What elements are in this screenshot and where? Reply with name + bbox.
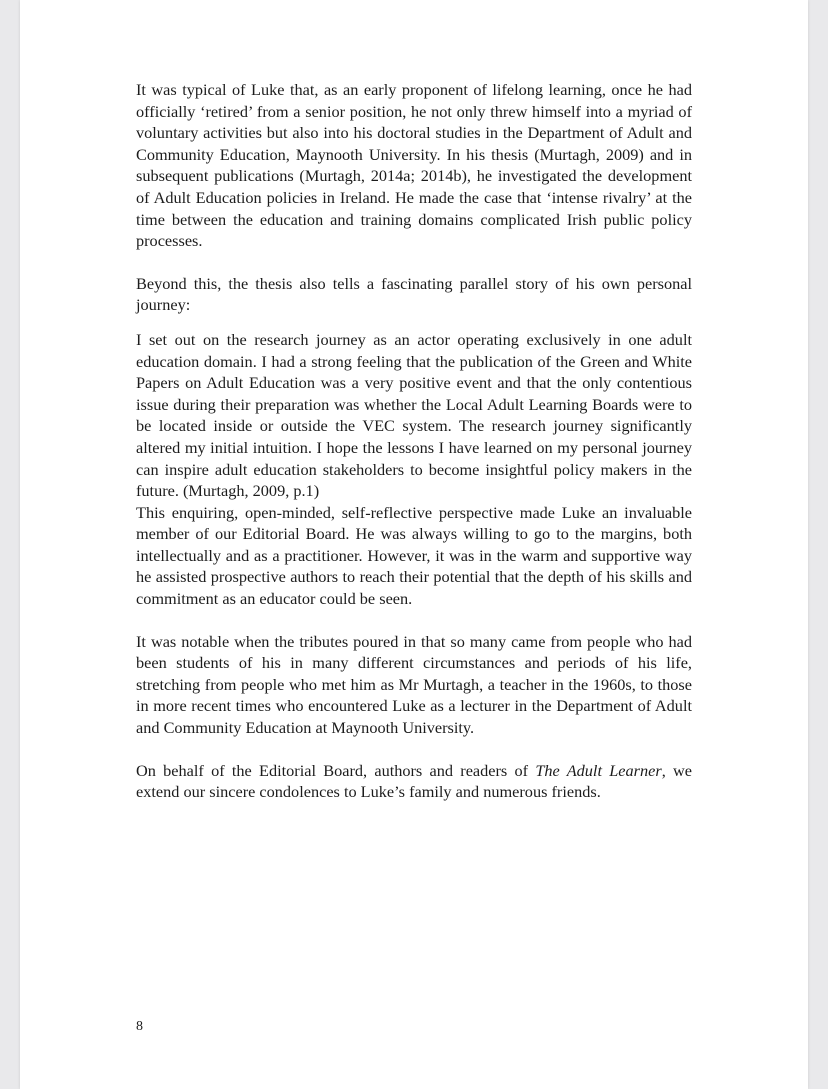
page-body	[136, 79, 692, 803]
page-number: 8	[136, 1019, 143, 1034]
paragraph-1: It was typical of Luke that, as an early proponent of lifelong learning, once he had officially ‘retired’ from a senior position, he not only threw himself into a myriad of voluntary activities but also into his doctoral studies in the Department of Adult and Community Education, Maynooth University. In his thesis (Murtagh, 2009) and in subsequent publications (Murtagh, 2014a; 2014b), he investigated the development of Adult Education policies in Ireland. He made the case that ‘intense rivalry’ at the time between the education and training domains complicated Irish public policy processes.	[136, 80, 692, 251]
block-quote: I set out on the research journey as an actor operating exclusively in one adult education domain. I had a strong feeling that the publication of the Green and White Papers on Adult Education was a very positive event and that the only contentious issue during their preparation was whether the Local Adult Learning Boards were to be located inside or outside the VEC system. The research journey significantly altered my initial intuition. I hope the lessons I have learned on my personal journey can inspire adult education stakeholders to become insightful policy makers in the future. (Murtagh, 2009, p.1)	[136, 329, 692, 501]
closing-paragraph	[136, 760, 692, 803]
closing-text-before: On behalf of the Editorial Board, authors and readers of	[136, 760, 536, 780]
paragraph-2: Beyond this, the thesis also tells a fascinating parallel story of his own personal journey:	[136, 273, 692, 315]
paragraph-4: It was notable when the tributes poured in that so many came from people who had been students of his in many different circumstances and periods of his life, stretching from people who met him as Mr Murtagh, a teacher in the 1960s, to those in more recent times who encountered Luke as a lecturer in the Department of Adult and Community Education at Maynooth University.	[136, 631, 692, 738]
document-page	[20, 0, 808, 1089]
closing-text-after: , we extend our sincere condolences to Luke’s family and numerous friends.	[136, 760, 692, 802]
paragraph-3: This enquiring, open-minded, self-reflective perspective made Luke an invaluable member of our Editorial Board. He was always willing to go to the margins, both intellectually and as a practitioner. However, it was in the warm and supportive way he assisted prospective authors to reach their potential that the depth of his skills and commitment as an educator could be seen.	[136, 502, 692, 609]
journal-title: The Adult Learner	[535, 760, 662, 780]
